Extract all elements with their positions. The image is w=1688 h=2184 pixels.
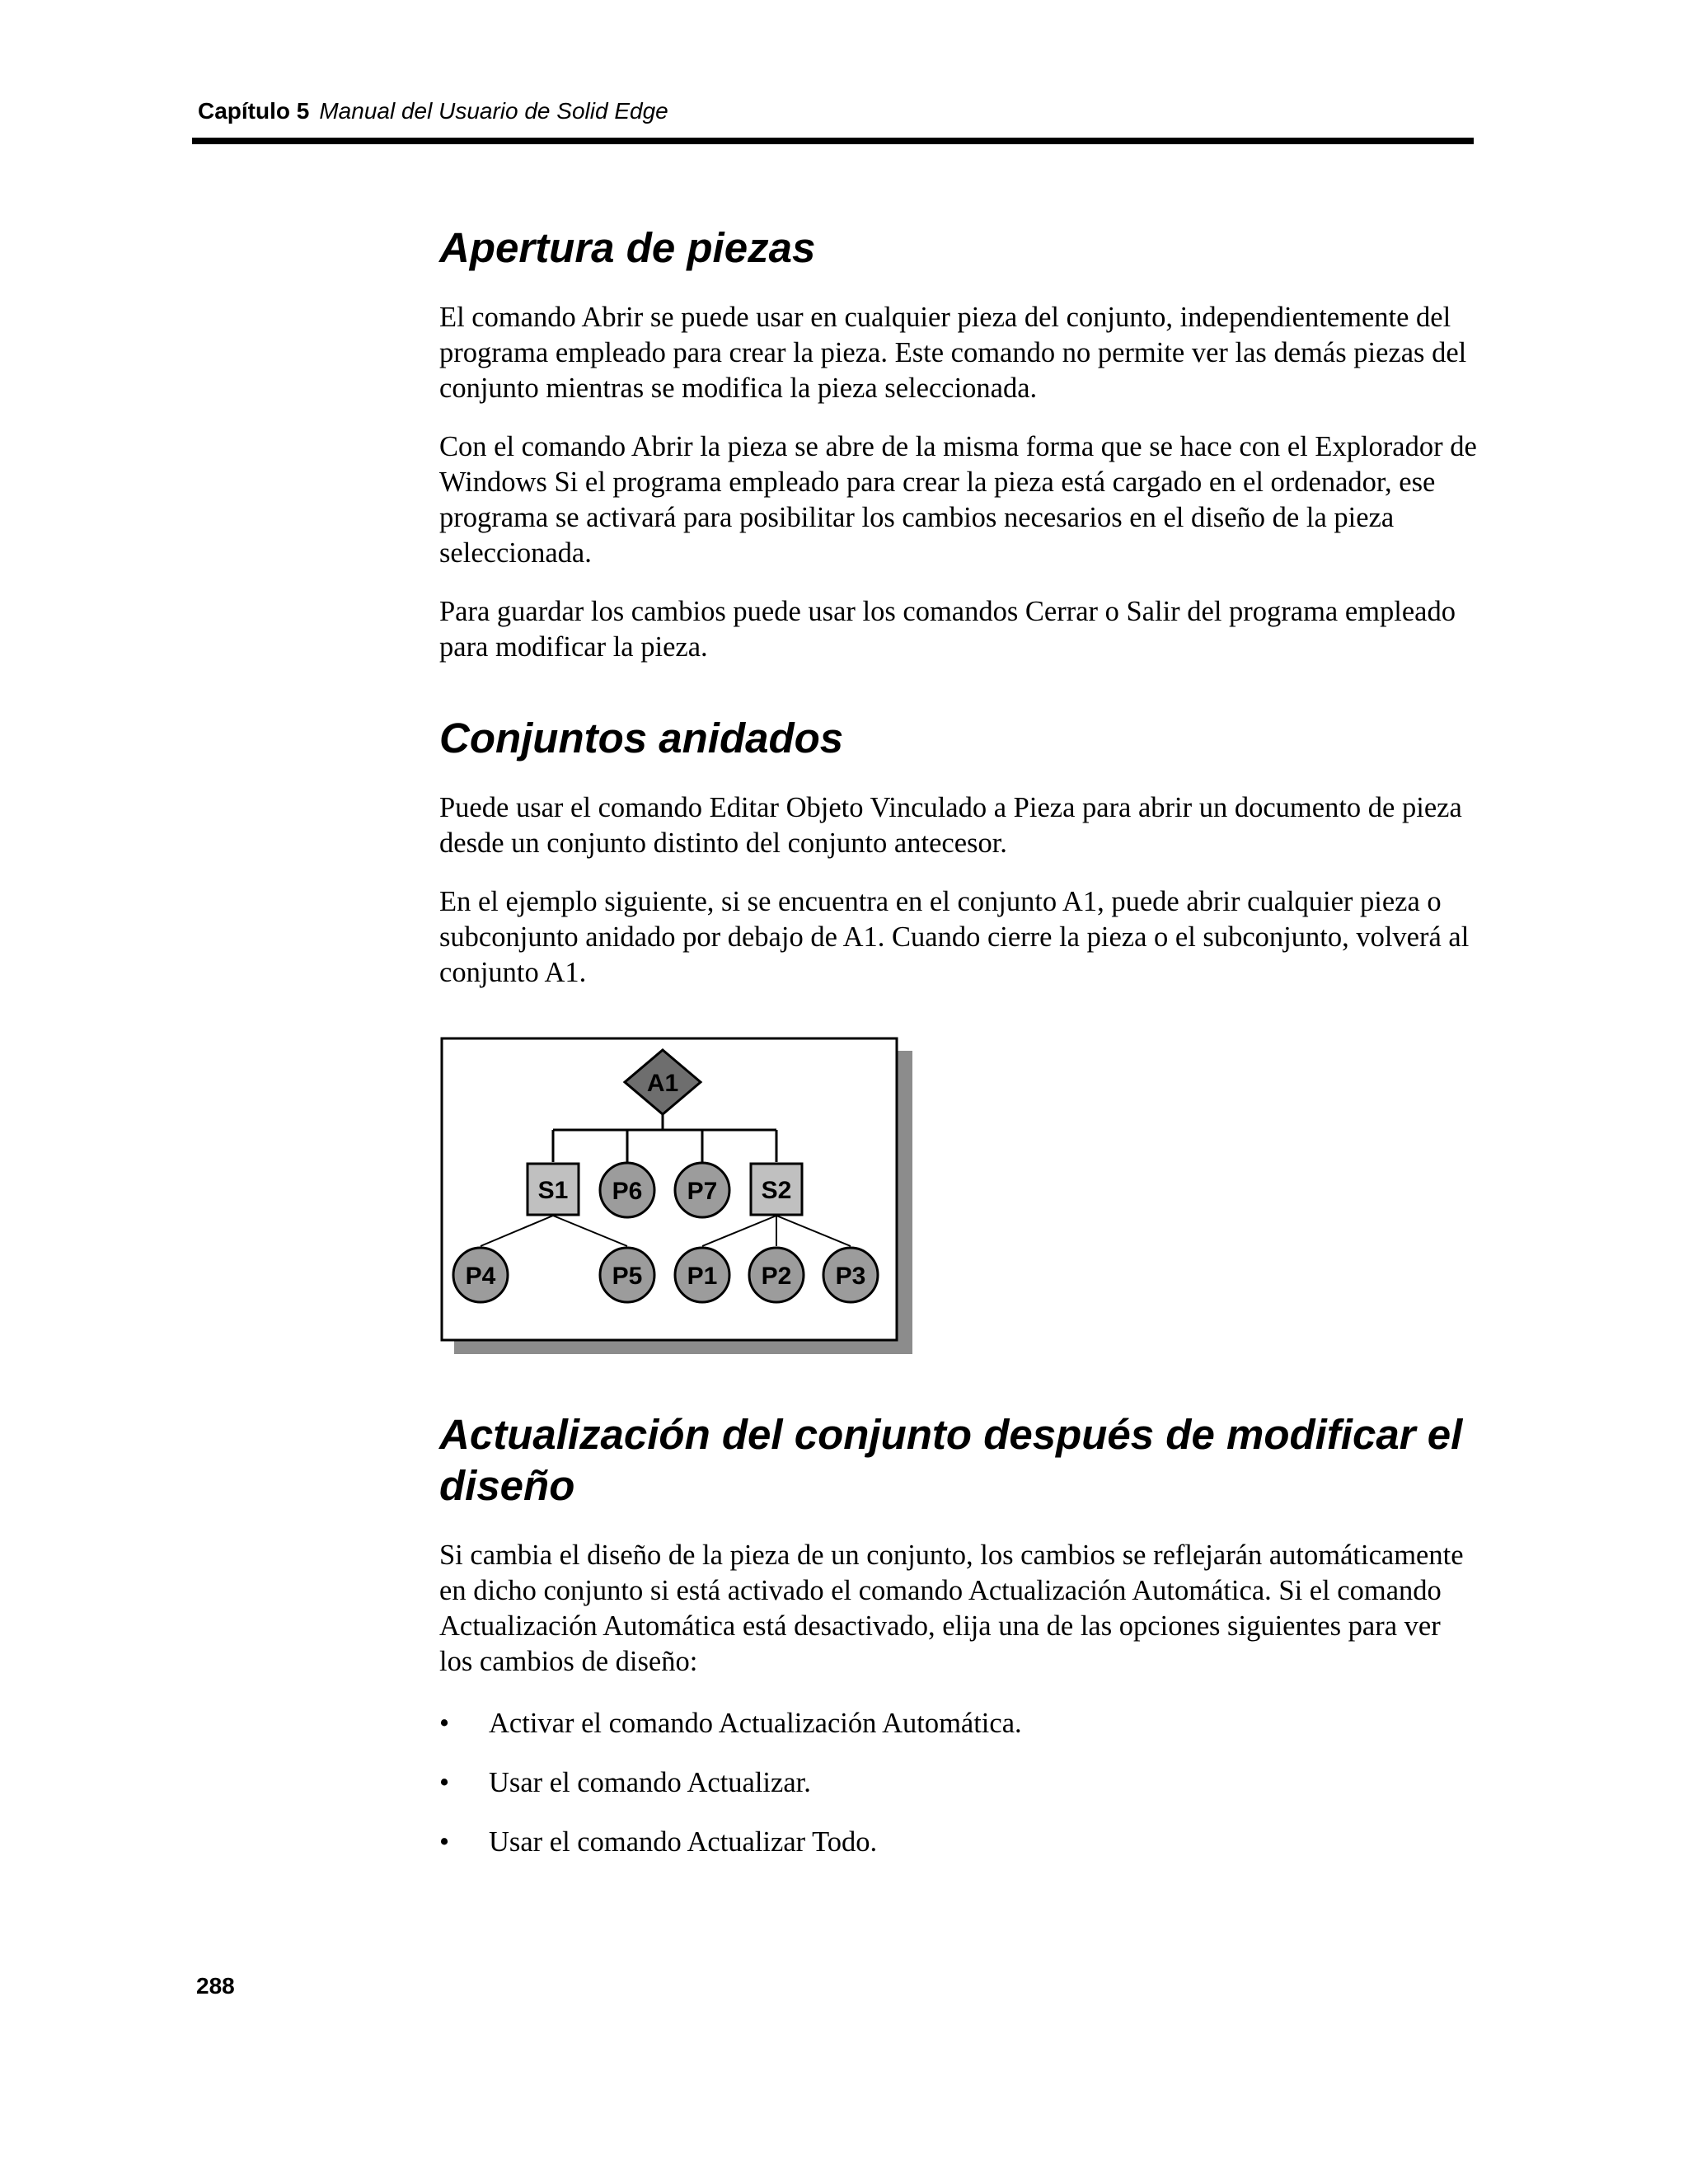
part-node-p7 [675, 1163, 729, 1217]
section-title-apertura: Apertura de piezas [439, 224, 816, 271]
paragraph: Si cambia el diseño de la pieza de un conjunto, los cambios se reflejarán automáticamente en dicho conjunto si está activado el comando Actualización Automática. Si el comando Actualización Automática está desactivado, elija una de las opciones siguientes para ver los cambios de diseño: [439, 1540, 1464, 1677]
section-title-actualizacion: Actualización del conjunto después de modificar el diseño [439, 1411, 1463, 1509]
paragraph: Con el comando Abrir la pieza se abre de la misma forma que se hace con el Explorador de Windows Si el programa empleado para crear la pieza está cargado en el ordenador, ese programa se activará para posibilitar los cambios necesarios en el diseño de la pieza seleccionada. [439, 431, 1477, 569]
node-label: P2 [761, 1263, 792, 1290]
node-label: P4 [465, 1263, 496, 1290]
bullet-list [439, 1706, 1478, 1860]
node-label: P7 [687, 1178, 718, 1205]
chapter-label: Capítulo 5 [198, 98, 310, 124]
bullet-icon: • [439, 1708, 450, 1739]
part-node-p5 [600, 1248, 654, 1302]
node-label: P5 [612, 1263, 643, 1290]
assembly-tree-figure [439, 1036, 917, 1359]
list-item-text: Usar el comando Actualizar Todo. [489, 1826, 878, 1858]
assembly-tree-diagram [439, 1036, 917, 1359]
node-label: P1 [687, 1263, 718, 1290]
bullet-icon: • [439, 1826, 450, 1858]
paragraph: Puede usar el comando Editar Objeto Vinculado a Pieza para abrir un documento de pieza desde un conjunto distinto del conjunto antecesor. [439, 792, 1462, 859]
section-title-conjuntos-anidados: Conjuntos anidados [439, 715, 844, 762]
list-item-text: Activar el comando Actualización Automática. [489, 1708, 1022, 1739]
main-content [439, 223, 1478, 1884]
list-item-text: Usar el comando Actualizar. [489, 1767, 811, 1798]
part-node-p4 [453, 1248, 508, 1302]
node-label: P3 [835, 1263, 866, 1290]
header-rule [192, 138, 1474, 144]
subassembly-node-s1 [528, 1164, 579, 1215]
node-label: A1 [646, 1070, 679, 1097]
node-label: P6 [612, 1178, 643, 1205]
part-node-p2 [749, 1248, 804, 1302]
paragraph: En el ejemplo siguiente, si se encuentra en el conjunto A1, puede abrir cualquier pieza o subconjunto anidado por debajo de A1. Cuando cierre la pieza o el subconjunto, volverá al conjunto A1. [439, 886, 1470, 988]
list-item [439, 1765, 1478, 1801]
subassembly-node-s2 [751, 1164, 802, 1215]
paragraph: Para guardar los cambios puede usar los comandos Cerrar o Salir del programa empleado para modificar la pieza. [439, 596, 1456, 663]
running-header [198, 97, 668, 125]
node-label: S1 [537, 1177, 569, 1204]
list-item [439, 1825, 1478, 1860]
paragraph: El comando Abrir se puede usar en cualquier pieza del conjunto, independientemente del programa empleado para crear la pieza. Este comando no permite ver las demás piezas del conjunto mientras se modifica la pieza seleccionada. [439, 302, 1467, 404]
book-title: Manual del Usuario de Solid Edge [319, 98, 668, 124]
bullet-icon: • [439, 1767, 450, 1798]
part-node-p3 [823, 1248, 878, 1302]
node-label: S2 [761, 1177, 792, 1204]
part-node-p1 [675, 1248, 729, 1302]
part-node-p6 [600, 1163, 654, 1217]
page-number: 288 [196, 1973, 235, 1999]
list-item [439, 1706, 1478, 1741]
